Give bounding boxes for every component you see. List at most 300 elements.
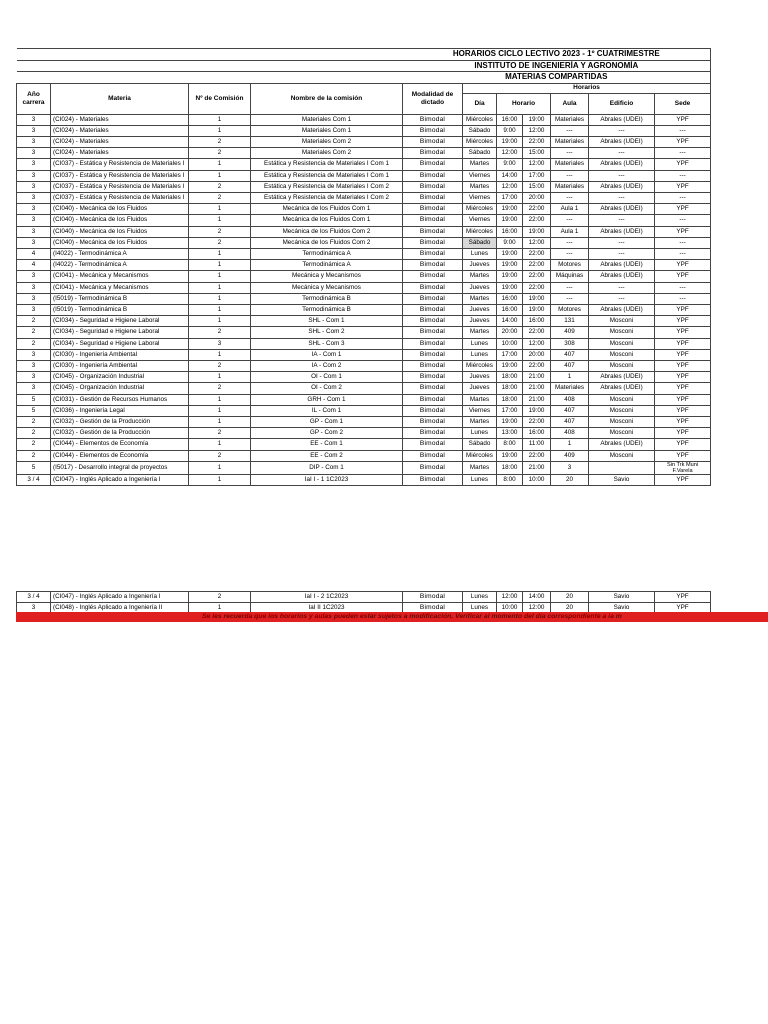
cell-aula: 408: [551, 394, 589, 405]
cell-aula: ---: [551, 282, 589, 293]
cell-anio: 5: [17, 394, 51, 405]
cell-dia: Sábado: [463, 125, 497, 136]
cell-edificio: ---: [589, 282, 655, 293]
cell-sede: ---: [655, 148, 711, 159]
cell-anio: 2: [17, 338, 51, 349]
cell-hasta: 11:00: [523, 439, 551, 450]
cell-dia: Miércoles: [463, 360, 497, 371]
cell-sede: ---: [655, 248, 711, 259]
cell-hasta: 19:00: [523, 226, 551, 237]
cell-sede: YPF: [655, 405, 711, 416]
cell-edificio: Abrales (UDEI): [589, 260, 655, 271]
cell-aula: 20: [551, 592, 589, 603]
cell-anio: 2: [17, 450, 51, 461]
cell-sede: ---: [655, 170, 711, 181]
cell-hasta: 19:00: [523, 304, 551, 315]
cell-edificio: Mosconi: [589, 416, 655, 427]
cell-modalidad: Bimodal: [403, 148, 463, 159]
cell-sede: YPF: [655, 383, 711, 394]
cell-anio: 3: [17, 237, 51, 248]
cell-modalidad: Bimodal: [403, 439, 463, 450]
cell-desde: 9:00: [497, 159, 523, 170]
cell-materia: (CI037) - Estática y Resistencia de Materiales I: [51, 181, 189, 192]
cell-modalidad: Bimodal: [403, 338, 463, 349]
cell-nombre: IA - Com 1: [251, 349, 403, 360]
cell-aula: Materiales: [551, 181, 589, 192]
cell-nombre: Mecánica de los Fluidos Com 1: [251, 204, 403, 215]
cell-dia: Sábado: [463, 148, 497, 159]
cell-anio: 5: [17, 461, 51, 474]
cell-aula: 408: [551, 428, 589, 439]
cell-comision: 2: [189, 450, 251, 461]
cell-materia: (CI040) - Mecánica de los Fluidos: [51, 226, 189, 237]
cell-sede: YPF: [655, 394, 711, 405]
cell-nombre: Mecánica de los Fluidos Com 2: [251, 226, 403, 237]
cell-aula: 407: [551, 416, 589, 427]
cell-hasta: 19:00: [523, 293, 551, 304]
cell-edificio: Abrales (UDEI): [589, 159, 655, 170]
cell-anio: 3: [17, 170, 51, 181]
cell-materia: (CI037) - Estática y Resistencia de Materiales I: [51, 192, 189, 203]
cell-nombre: Termodinámica A: [251, 248, 403, 259]
cell-edificio: Abrales (UDEI): [589, 181, 655, 192]
table-row: [17, 428, 711, 439]
table-row: [17, 316, 711, 327]
cell-dia: Miércoles: [463, 114, 497, 125]
cell-comision: 1: [189, 293, 251, 304]
table-row: [17, 394, 711, 405]
cell-anio: 3 / 4: [17, 474, 51, 485]
cell-desde: 19:00: [497, 260, 523, 271]
cell-nombre: Mecánica y Mecanismos: [251, 271, 403, 282]
table-row: [17, 271, 711, 282]
table-row: [17, 215, 711, 226]
cell-edificio: ---: [589, 293, 655, 304]
cell-hasta: 22:00: [523, 450, 551, 461]
cell-desde: 19:00: [497, 215, 523, 226]
cell-edificio: Savio: [589, 603, 655, 614]
cell-dia: Martes: [463, 181, 497, 192]
cell-sede: YPF: [655, 271, 711, 282]
cell-modalidad: Bimodal: [403, 394, 463, 405]
cell-desde: 9:00: [497, 125, 523, 136]
cell-sede: YPF: [655, 181, 711, 192]
cell-edificio: Abrales (UDEI): [589, 304, 655, 315]
cell-hasta: 22:00: [523, 215, 551, 226]
table-row: [17, 383, 711, 394]
cell-hasta: 22:00: [523, 204, 551, 215]
cell-nombre: Mecánica de los Fluidos Com 2: [251, 237, 403, 248]
title-line-3: MATERIAS COMPARTIDAS: [403, 72, 711, 84]
cell-comision: 1: [189, 405, 251, 416]
table-row: [17, 148, 711, 159]
cell-dia: Martes: [463, 159, 497, 170]
cell-edificio: Mosconi: [589, 316, 655, 327]
cell-modalidad: Bimodal: [403, 271, 463, 282]
table-row: [17, 204, 711, 215]
cell-hasta: 12:00: [523, 159, 551, 170]
header-materia: Materia: [51, 83, 189, 114]
cell-hasta: 17:00: [523, 170, 551, 181]
cell-desde: 19:00: [497, 416, 523, 427]
cell-modalidad: Bimodal: [403, 316, 463, 327]
cell-desde: 10:00: [497, 603, 523, 614]
table-row: [17, 125, 711, 136]
cell-modalidad: Bimodal: [403, 125, 463, 136]
title-line-2: INSTITUTO DE INGENIERÍA Y AGRONOMÍA: [403, 60, 711, 72]
cell-dia: Martes: [463, 416, 497, 427]
cell-sede: ---: [655, 192, 711, 203]
cell-aula: 20: [551, 603, 589, 614]
cell-edificio: ---: [589, 148, 655, 159]
cell-aula: 308: [551, 338, 589, 349]
cell-anio: 3: [17, 282, 51, 293]
cell-comision: 1: [189, 271, 251, 282]
cell-anio: 3: [17, 204, 51, 215]
cell-modalidad: Bimodal: [403, 282, 463, 293]
cell-modalidad: Bimodal: [403, 592, 463, 603]
table-row: [17, 474, 711, 485]
cell-hasta: 21:00: [523, 372, 551, 383]
cell-aula: Aula 1: [551, 204, 589, 215]
cell-nombre: OI - Com 1: [251, 372, 403, 383]
cell-desde: 8:00: [497, 474, 523, 485]
cell-aula: Materiales: [551, 383, 589, 394]
cell-edificio: Abrales (UDEI): [589, 383, 655, 394]
cell-desde: 19:00: [497, 136, 523, 147]
cell-materia: (CI047) - Inglés Aplicado a Ingeniería I: [51, 474, 189, 485]
cell-hasta: 12:00: [523, 338, 551, 349]
cell-modalidad: Bimodal: [403, 114, 463, 125]
cell-materia: (I5017) - Desarrollo integral de proyectos: [51, 461, 189, 474]
cell-nombre: IL - Com 1: [251, 405, 403, 416]
cell-comision: 2: [189, 360, 251, 371]
cell-comision: 2: [189, 383, 251, 394]
cell-dia: Jueves: [463, 282, 497, 293]
cell-comision: 1: [189, 204, 251, 215]
cell-dia: Jueves: [463, 316, 497, 327]
schedule-rows: [17, 114, 711, 486]
schedule-table: [16, 48, 711, 486]
cell-comision: 1: [189, 394, 251, 405]
cell-modalidad: Bimodal: [403, 360, 463, 371]
cell-aula: 409: [551, 450, 589, 461]
cell-aula: 407: [551, 360, 589, 371]
cell-modalidad: Bimodal: [403, 159, 463, 170]
cell-dia: Sábado: [463, 439, 497, 450]
cell-modalidad: Bimodal: [403, 192, 463, 203]
cell-modalidad: Bimodal: [403, 293, 463, 304]
cell-anio: 2: [17, 416, 51, 427]
cell-dia: Viernes: [463, 215, 497, 226]
table-row: [17, 592, 711, 603]
header-nombre: Nombre de la comisión: [251, 83, 403, 114]
cell-anio: 3: [17, 159, 51, 170]
cell-anio: 2: [17, 316, 51, 327]
table-row: [17, 304, 711, 315]
cell-nombre: Estática y Resistencia de Materiales I Com 2: [251, 181, 403, 192]
cell-hasta: 20:00: [523, 192, 551, 203]
cell-sede: YPF: [655, 159, 711, 170]
cell-desde: 19:00: [497, 204, 523, 215]
cell-hasta: 22:00: [523, 327, 551, 338]
cell-anio: 3: [17, 271, 51, 282]
cell-aula: ---: [551, 148, 589, 159]
cell-modalidad: Bimodal: [403, 372, 463, 383]
table-row: [17, 372, 711, 383]
cell-comision: 1: [189, 282, 251, 293]
cell-comision: 2: [189, 226, 251, 237]
cell-dia: Miércoles: [463, 204, 497, 215]
cell-anio: 3: [17, 360, 51, 371]
cell-hasta: 20:00: [523, 349, 551, 360]
cell-hasta: 16:00: [523, 428, 551, 439]
cell-comision: 1: [189, 304, 251, 315]
cell-hasta: 22:00: [523, 248, 551, 259]
cell-dia: Lunes: [463, 474, 497, 485]
cell-nombre: GP - Com 2: [251, 428, 403, 439]
cell-aula: Máquinas: [551, 271, 589, 282]
table-row: [17, 360, 711, 371]
cell-materia: (CI041) - Mecánica y Mecanismos: [51, 271, 189, 282]
cell-dia: Jueves: [463, 260, 497, 271]
cell-materia: (I5019) - Termodinámica B: [51, 304, 189, 315]
cell-modalidad: Bimodal: [403, 327, 463, 338]
cell-materia: (I4022) - Termodinámica A: [51, 248, 189, 259]
cell-aula: Motores: [551, 304, 589, 315]
cell-aula: 1: [551, 372, 589, 383]
cell-sede: ---: [655, 215, 711, 226]
cell-sede: YPF: [655, 474, 711, 485]
cell-comision: 1: [189, 215, 251, 226]
cell-desde: 12:00: [497, 148, 523, 159]
cell-anio: 3: [17, 125, 51, 136]
cell-edificio: [589, 461, 655, 474]
cell-materia: (CI032) - Gestión de la Producción: [51, 428, 189, 439]
cell-materia: (CI041) - Mecánica y Mecanismos: [51, 282, 189, 293]
cell-aula: 409: [551, 327, 589, 338]
cell-nombre: Termodinámica B: [251, 293, 403, 304]
cell-anio: 5: [17, 405, 51, 416]
cell-modalidad: Bimodal: [403, 237, 463, 248]
cell-dia: Viernes: [463, 170, 497, 181]
cell-anio: 3 / 4: [17, 592, 51, 603]
cell-desde: 18:00: [497, 461, 523, 474]
cell-modalidad: Bimodal: [403, 170, 463, 181]
cell-desde: 18:00: [497, 372, 523, 383]
cell-sede: YPF: [655, 204, 711, 215]
cell-desde: 16:00: [497, 293, 523, 304]
cell-hasta: 12:00: [523, 603, 551, 614]
cell-sede: YPF: [655, 592, 711, 603]
cell-comision: 1: [189, 114, 251, 125]
cell-nombre: Mecánica y Mecanismos: [251, 282, 403, 293]
cell-materia: (CI044) - Elementos de Economía: [51, 439, 189, 450]
cell-dia: Martes: [463, 394, 497, 405]
cell-comision: 3: [189, 338, 251, 349]
cell-dia: Lunes: [463, 338, 497, 349]
cell-aula: ---: [551, 248, 589, 259]
cell-comision: 2: [189, 192, 251, 203]
table-row: [17, 181, 711, 192]
cell-desde: 19:00: [497, 271, 523, 282]
cell-desde: 13:00: [497, 428, 523, 439]
cell-dia: Lunes: [463, 603, 497, 614]
cell-nombre: EE - Com 1: [251, 439, 403, 450]
cell-materia: (CI045) - Organización Industrial: [51, 383, 189, 394]
cell-edificio: Savio: [589, 474, 655, 485]
schedule-continuation: [16, 591, 768, 614]
cell-sede: YPF: [655, 226, 711, 237]
cell-aula: ---: [551, 125, 589, 136]
cell-nombre: GP - Com 1: [251, 416, 403, 427]
cell-hasta: 12:00: [523, 125, 551, 136]
cell-aula: Motores: [551, 260, 589, 271]
cell-desde: 16:00: [497, 226, 523, 237]
cell-sede: ---: [655, 282, 711, 293]
cell-desde: 17:00: [497, 405, 523, 416]
cell-edificio: Abrales (UDEI): [589, 439, 655, 450]
cell-comision: 2: [189, 327, 251, 338]
cell-anio: 3: [17, 114, 51, 125]
cell-hasta: 22:00: [523, 136, 551, 147]
table-row: [17, 293, 711, 304]
cell-sede: ---: [655, 237, 711, 248]
header-modalidad: Modalidad de dictado: [403, 83, 463, 114]
cell-anio: 3: [17, 372, 51, 383]
cell-sede: YPF: [655, 439, 711, 450]
cell-hasta: 21:00: [523, 461, 551, 474]
table-row: [17, 338, 711, 349]
cell-comision: 1: [189, 248, 251, 259]
cell-sede: YPF: [655, 360, 711, 371]
cell-desde: 19:00: [497, 360, 523, 371]
cell-modalidad: Bimodal: [403, 405, 463, 416]
cell-edificio: ---: [589, 170, 655, 181]
cell-modalidad: Bimodal: [403, 260, 463, 271]
cell-materia: (CI040) - Mecánica de los Fluidos: [51, 237, 189, 248]
cell-edificio: Mosconi: [589, 338, 655, 349]
cell-anio: 3: [17, 226, 51, 237]
cell-aula: 3: [551, 461, 589, 474]
table-row: [17, 282, 711, 293]
cell-hasta: 22:00: [523, 360, 551, 371]
cell-materia: (CI044) - Elementos de Economía: [51, 450, 189, 461]
cell-sede: YPF: [655, 260, 711, 271]
schedule-table-continued: [16, 591, 711, 614]
cell-aula: ---: [551, 237, 589, 248]
cell-comision: 2: [189, 428, 251, 439]
cell-anio: 4: [17, 248, 51, 259]
cell-aula: 20: [551, 474, 589, 485]
table-row: [17, 327, 711, 338]
cell-dia: Sábado: [463, 237, 497, 248]
cell-modalidad: Bimodal: [403, 474, 463, 485]
cell-dia: Lunes: [463, 428, 497, 439]
cell-comision: 1: [189, 170, 251, 181]
cell-nombre: DIP - Com 1: [251, 461, 403, 474]
cell-sede: ---: [655, 293, 711, 304]
cell-nombre: Estática y Resistencia de Materiales I Com 1: [251, 170, 403, 181]
cell-sede: YPF: [655, 450, 711, 461]
cell-dia: Lunes: [463, 248, 497, 259]
modification-notice: Se les recuerda que los horarios y aulas pueden estar sujetos a modificación. Verificar al momento del día correspondiente a la m: [16, 612, 768, 622]
cell-dia: Viernes: [463, 192, 497, 203]
cell-edificio: ---: [589, 215, 655, 226]
cell-nombre: Mecánica de los Fluidos Com 1: [251, 215, 403, 226]
cell-hasta: 14:00: [523, 592, 551, 603]
cell-anio: 3: [17, 215, 51, 226]
cell-hasta: 15:00: [523, 181, 551, 192]
cell-anio: 3: [17, 192, 51, 203]
cell-dia: Jueves: [463, 383, 497, 394]
cell-modalidad: Bimodal: [403, 461, 463, 474]
cell-desde: 14:00: [497, 316, 523, 327]
table-row: [17, 416, 711, 427]
table-row: [17, 461, 711, 474]
cell-hasta: 16:00: [523, 316, 551, 327]
cell-nombre: Materiales Com 2: [251, 148, 403, 159]
table-row: [17, 439, 711, 450]
cell-materia: (CI032) - Gestión de la Producción: [51, 416, 189, 427]
cell-anio: 2: [17, 327, 51, 338]
header-sede: Sede: [655, 93, 711, 114]
cell-nombre: SHL - Com 1: [251, 316, 403, 327]
cell-dia: Jueves: [463, 372, 497, 383]
cell-modalidad: Bimodal: [403, 215, 463, 226]
cell-dia: Martes: [463, 327, 497, 338]
cell-dia: Martes: [463, 271, 497, 282]
cell-edificio: Mosconi: [589, 360, 655, 371]
cell-materia: (CI037) - Estática y Resistencia de Materiales I: [51, 159, 189, 170]
cell-comision: 1: [189, 316, 251, 327]
table-row: [17, 136, 711, 147]
cell-anio: 3: [17, 304, 51, 315]
cell-dia: Miércoles: [463, 226, 497, 237]
cell-anio: 2: [17, 439, 51, 450]
table-row: [17, 450, 711, 461]
cell-desde: 18:00: [497, 383, 523, 394]
header-edificio: Edificio: [589, 93, 655, 114]
cell-anio: 2: [17, 428, 51, 439]
table-row: [17, 159, 711, 170]
cell-edificio: Abrales (UDEI): [589, 204, 655, 215]
cell-sede: YPF: [655, 114, 711, 125]
cell-comision: 2: [189, 181, 251, 192]
cell-sede: YPF: [655, 304, 711, 315]
cell-edificio: Mosconi: [589, 349, 655, 360]
cell-desde: 17:00: [497, 349, 523, 360]
cell-sede: YPF: [655, 428, 711, 439]
cell-edificio: ---: [589, 237, 655, 248]
cell-materia: (CI034) - Seguridad e Higiene Laboral: [51, 327, 189, 338]
cell-nombre: Estática y Resistencia de Materiales I Com 2: [251, 192, 403, 203]
cell-materia: (CI036) - Ingeniería Legal: [51, 405, 189, 416]
cell-sede: Sin Trk Muni F.Varela: [655, 461, 711, 474]
cell-desde: 14:00: [497, 170, 523, 181]
cell-desde: 12:00: [497, 181, 523, 192]
cell-edificio: Mosconi: [589, 428, 655, 439]
cell-edificio: Mosconi: [589, 327, 655, 338]
cell-aula: 407: [551, 349, 589, 360]
cell-hasta: 15:00: [523, 148, 551, 159]
cell-desde: 19:00: [497, 282, 523, 293]
cell-hasta: 22:00: [523, 260, 551, 271]
cell-modalidad: Bimodal: [403, 450, 463, 461]
cell-anio: 3: [17, 383, 51, 394]
cell-anio: 3: [17, 603, 51, 614]
cell-modalidad: Bimodal: [403, 136, 463, 147]
